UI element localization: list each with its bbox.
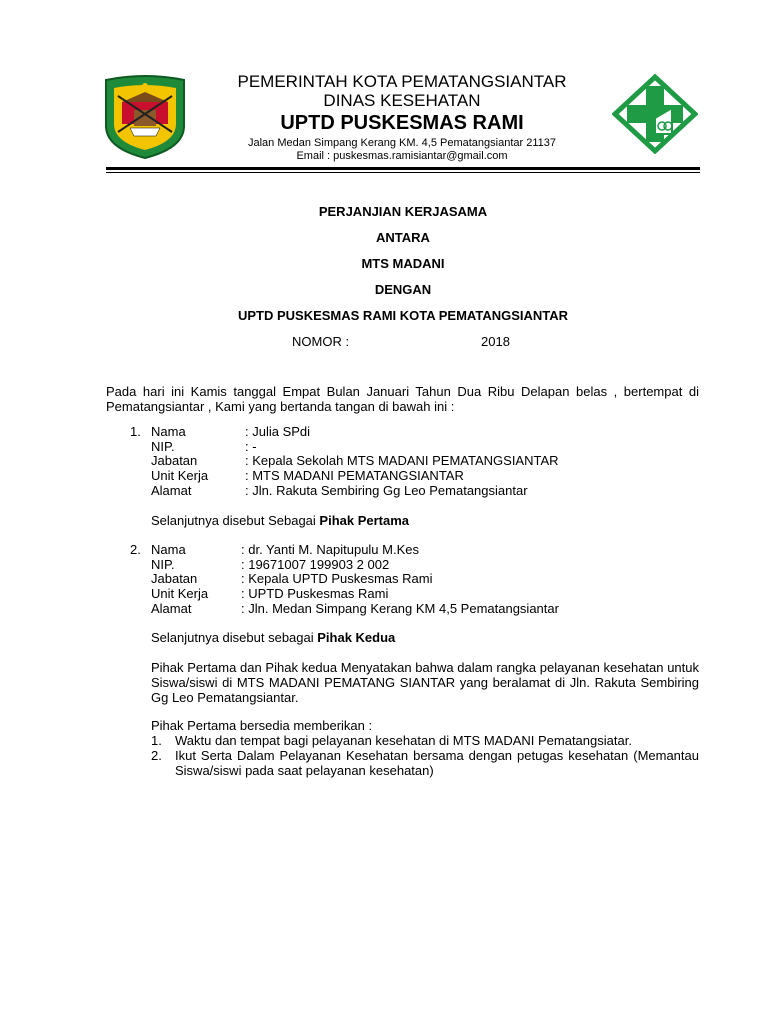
header-address: Jalan Medan Simpang Kerang KM. 4,5 Pematangsiantar 21137 [248,137,556,149]
puskesmas-green-cross-logo-icon [612,74,698,154]
party-second-designation [151,630,395,645]
field-value: : 19671007 199903 2 002 [241,557,390,572]
header-department: DINAS KESEHATAN [323,91,481,110]
designation-bold: Pihak Pertama [319,513,410,528]
designation-bold: Pihak Kedua [317,630,396,645]
provision-item: Ikut Serta Dalam Pelayanan Kesehatan bersama dengan petugas kesehatan (Memantau Siswa/siswi pada saat pelayanan kesehatan) [175,748,699,778]
field-value: : UPTD Puskesmas Rami [241,586,389,601]
provision-number: 1. [151,733,162,748]
intro-paragraph: Pada hari ini Kamis tanggal Empat Bulan Januari Tahun Dua Ribu Delapan belas , bertempat di Pematangsiantar , Kami yang bertanda tangan di bawah ini : [106,384,699,414]
party-first-designation [151,513,409,528]
field-label: NIP. [151,439,175,454]
doc-title-party2: UPTD PUSKESMAS RAMI KOTA PEMATANGSIANTAR [237,308,569,323]
field-label: Alamat [151,483,192,498]
field-label: Unit Kerja [151,586,209,601]
designation-text: Selanjutnya disebut sebagai [151,630,318,645]
field-value: : Julia SPdi [245,424,311,439]
field-label: Jabatan [151,453,198,468]
doc-title-dengan: DENGAN [374,282,432,297]
field-value: : Jln. Rakuta Sembiring Gg Leo Pematangsiantar [245,483,528,498]
nomor-year: 2018 [481,334,510,349]
statement-paragraph: Pihak Pertama dan Pihak kedua Menyatakan bahwa dalam rangka pelayanan kesehatan untuk Siswa/siswi di MTS MADANI PEMATANG SIANTAR yang beralamat di Jln. Rakuta Sembiring Gg Leo Pematangsiantar. [151,660,699,705]
provision-item: Waktu dan tempat bagi pelayanan kesehatan di MTS MADANI Pematangsiatar. [175,733,632,748]
provision-number: 2. [151,748,162,763]
field-label: Alamat [151,601,192,616]
letterhead-divider-thin [106,172,700,173]
doc-title-antara: ANTARA [376,230,430,245]
nomor-label: NOMOR : [292,334,350,349]
header-government: PEMERINTAH KOTA PEMATANGSIANTAR [237,72,567,91]
header-institution: UPTD PUSKESMAS RAMI [280,112,524,134]
party-number: 1. [130,424,141,439]
party-number: 2. [130,542,141,557]
field-value: : Kepala UPTD Puskesmas Rami [241,571,433,586]
doc-title-party1: MTS MADANI [361,256,445,271]
designation-text: Selanjutnya disebut Sebagai [151,513,320,528]
letterhead-divider-thick [106,167,700,170]
field-value: : dr. Yanti M. Napitupulu M.Kes [241,542,419,557]
field-label: Nama [151,542,186,557]
field-label: Nama [151,424,186,439]
field-value: : Kepala Sekolah MTS MADANI PEMATANGSIANTAR [245,453,559,468]
field-label: NIP. [151,557,175,572]
header-email: Email : puskesmas.ramisiantar@gmail.com [296,150,508,162]
pematangsiantar-city-emblem-icon [100,74,190,160]
field-value: : Jln. Medan Simpang Kerang KM 4,5 Pematangsiantar [241,601,559,616]
doc-title: PERJANJIAN KERJASAMA [318,204,488,219]
field-label: Unit Kerja [151,468,209,483]
field-label: Jabatan [151,571,198,586]
field-value: : - [245,439,257,454]
field-value: : MTS MADANI PEMATANGSIANTAR [245,468,464,483]
provisions-heading: Pihak Pertama bersedia memberikan : [151,718,373,733]
